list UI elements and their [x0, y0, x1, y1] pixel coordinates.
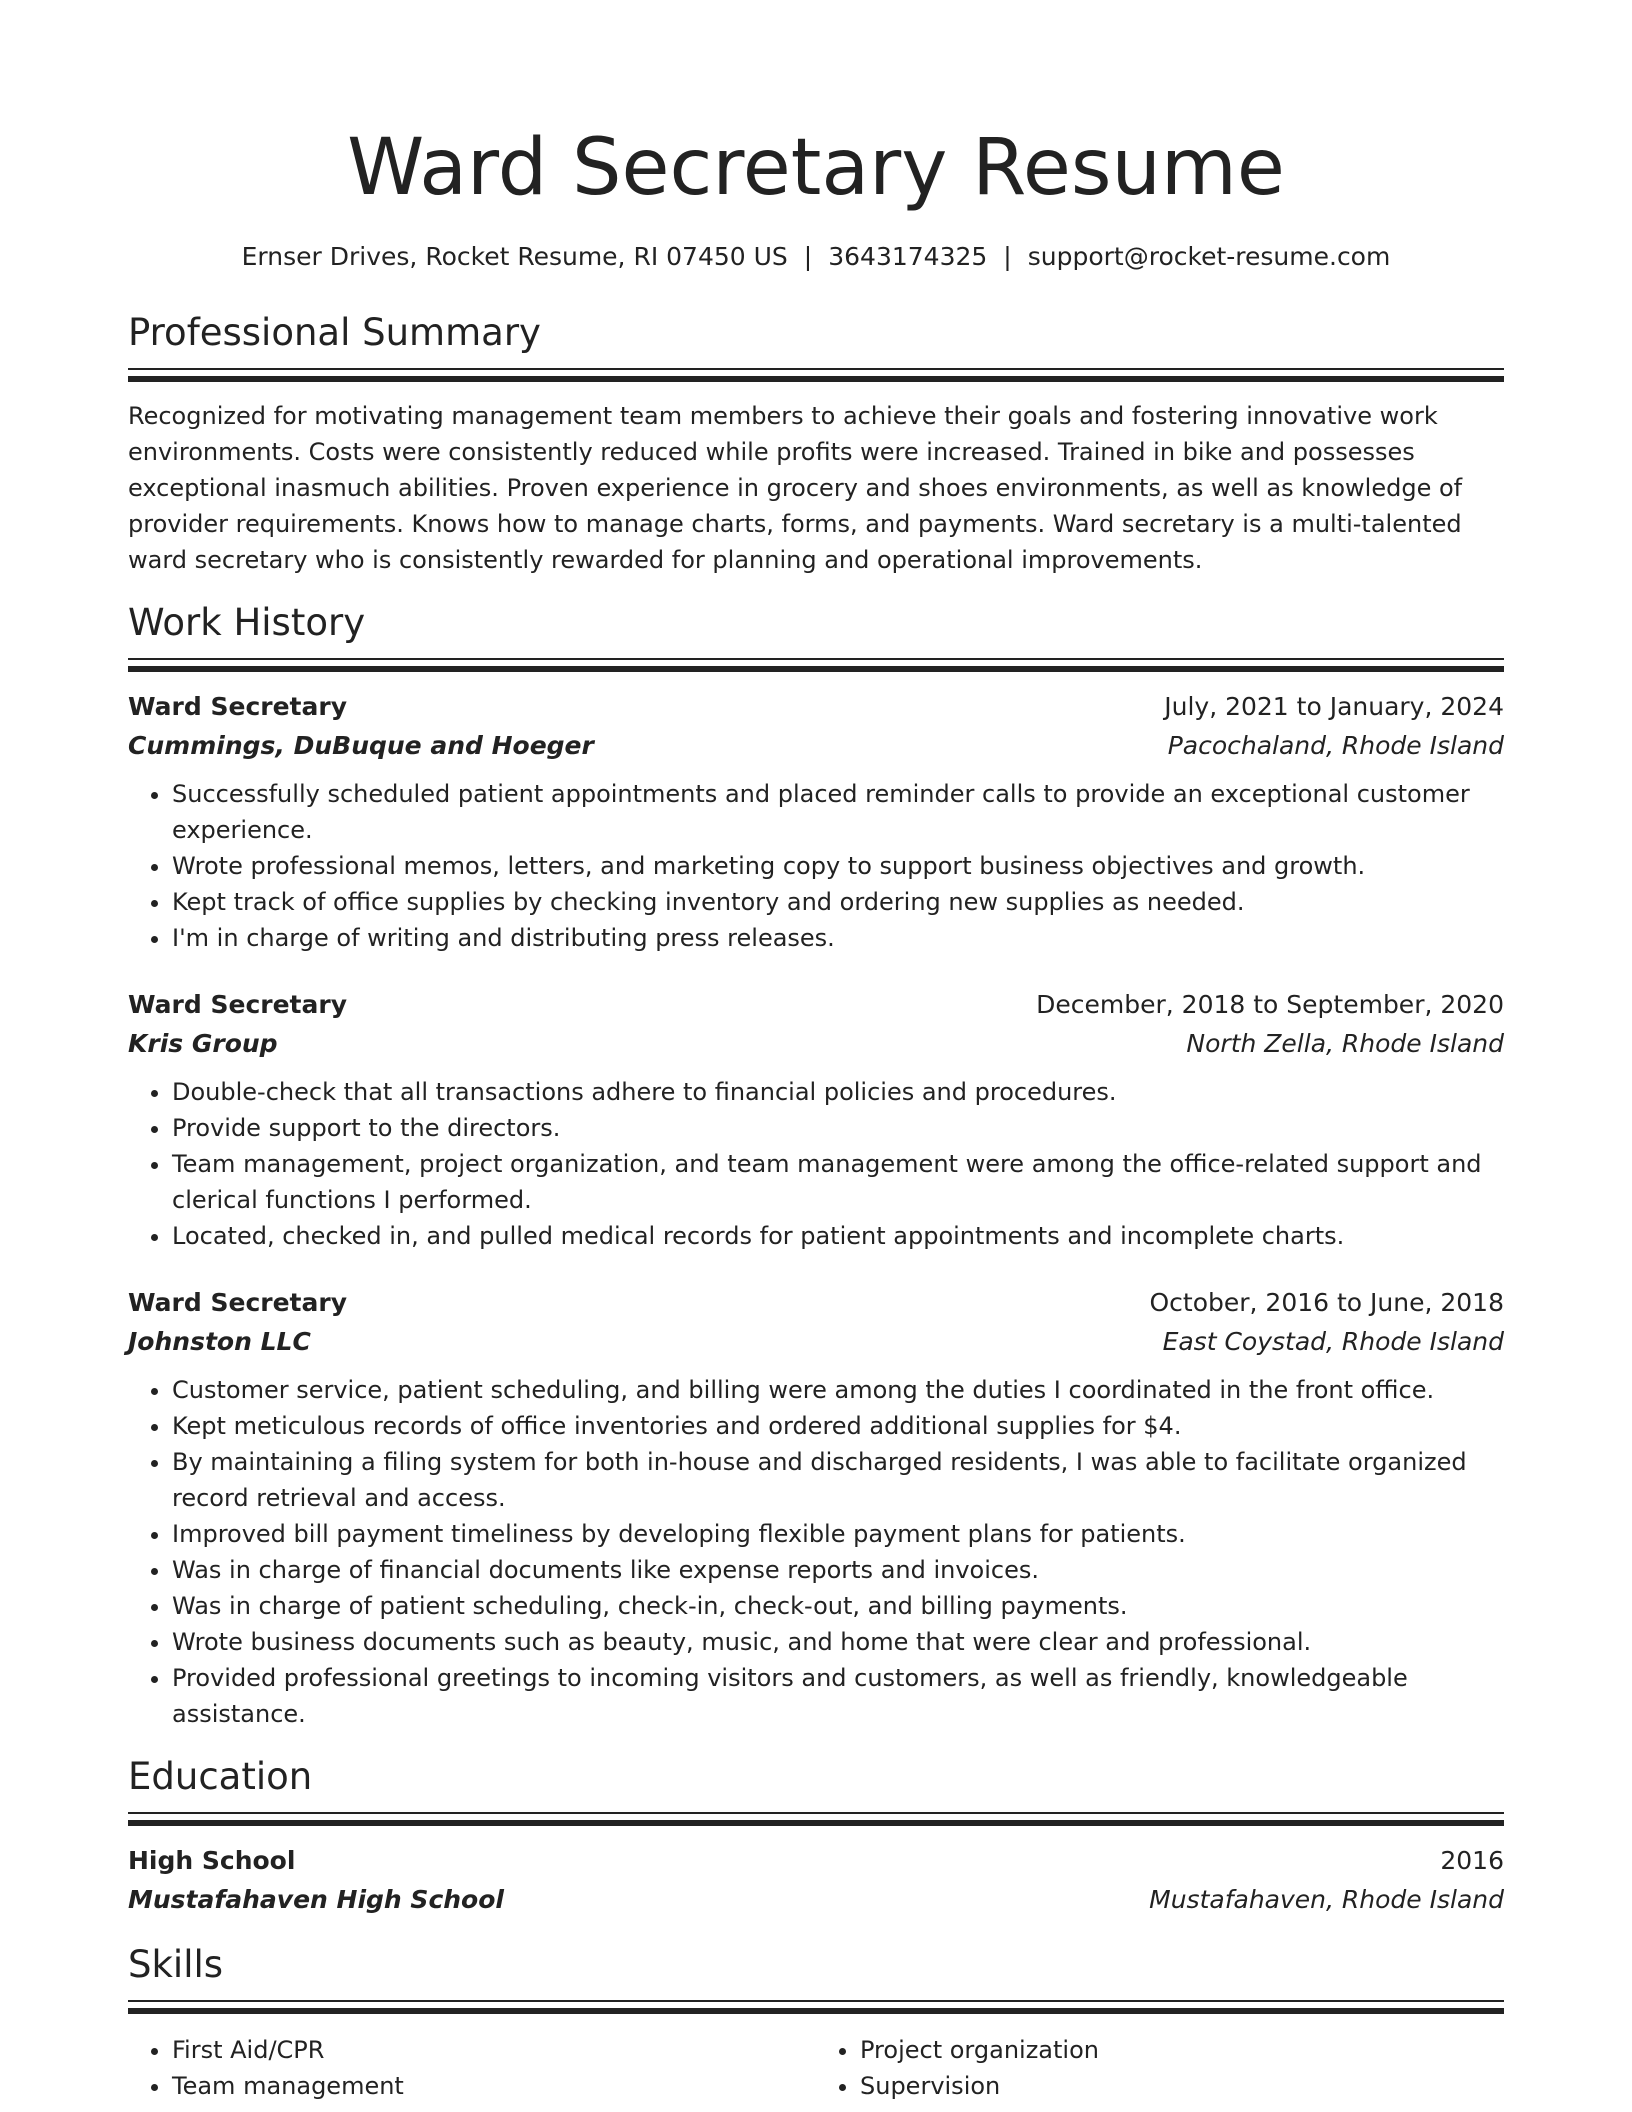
job-title: Ward Secretary — [128, 990, 347, 1019]
contact-phone: 3643174325 — [828, 242, 988, 271]
skills-section — [128, 1940, 1504, 2104]
job-entry — [128, 986, 1504, 1254]
section-divider — [128, 2000, 1504, 2008]
job-bullet: • Kept track of office supplies by checking inventory and ordering new supplies as needed. — [172, 884, 1504, 920]
skills-columns — [128, 2022, 1504, 2104]
education-year: 2016 — [1440, 1846, 1504, 1875]
skill-item: • First Aid/CPR — [172, 2032, 816, 2068]
job-bullet: • Team management, project organization, and team management were among the office-related support and clerical functions I performed. — [172, 1146, 1504, 1218]
job-title: Ward Secretary — [128, 1288, 347, 1317]
job-bullet: • Wrote business documents such as beauty, music, and home that were clear and professional. — [172, 1624, 1504, 1660]
skill-item: • Team management — [172, 2068, 816, 2104]
section-title-skills: Skills — [128, 1943, 224, 1986]
job-bullets — [128, 1074, 1504, 1254]
job-bullet: • Provided professional greetings to incoming visitors and customers, as well as friendly, knowledgeable assistance. — [172, 1660, 1504, 1732]
job-company: Johnston LLC — [128, 1327, 311, 1356]
job-bullet: • Double-check that all transactions adhere to financial policies and procedures. — [172, 1074, 1504, 1110]
section-title-education: Education — [128, 1755, 313, 1798]
job-dates: December, 2018 to September, 2020 — [1036, 990, 1504, 1019]
section-divider — [128, 658, 1504, 666]
job-company: Cummings, DuBuque and Hoeger — [128, 731, 594, 760]
contact-separator: | — [803, 242, 813, 271]
contact-email: support@rocket-resume.com — [1027, 242, 1391, 271]
job-entry — [128, 688, 1504, 956]
job-bullet: • By maintaining a filing system for both in-house and discharged residents, I was able to facilitate organized record retrieval and access. — [172, 1444, 1504, 1516]
job-bullet: • Successfully scheduled patient appointments and placed reminder calls to provide an exceptional customer experience. — [172, 776, 1504, 848]
job-bullet: • Customer service, patient scheduling, and billing were among the duties I coordinated in the front office. — [172, 1372, 1504, 1408]
resume-page — [128, 0, 1504, 2104]
job-company: Kris Group — [128, 1029, 278, 1058]
contact-line — [128, 240, 1504, 274]
skills-list-left — [128, 2032, 816, 2104]
education-school: Mustafahaven High School — [128, 1885, 504, 1914]
summary-section — [128, 308, 1504, 578]
job-title: Ward Secretary — [128, 692, 347, 721]
job-location: Pacochaland, Rhode Island — [1167, 731, 1504, 760]
job-dates: July, 2021 to January, 2024 — [1164, 692, 1504, 721]
skills-list-right — [816, 2032, 1504, 2104]
job-bullet: • Provide support to the directors. — [172, 1110, 1504, 1146]
job-entry — [128, 1284, 1504, 1732]
section-title-work-history: Work History — [128, 601, 366, 644]
skill-item: • Supervision — [860, 2068, 1504, 2104]
job-bullet: • I'm in charge of writing and distributing press releases. — [172, 920, 1504, 956]
education-degree: High School — [128, 1846, 296, 1875]
education-entry — [128, 1842, 1504, 1920]
education-section — [128, 1752, 1504, 1920]
contact-address: Ernser Drives, Rocket Resume, RI 07450 US — [241, 242, 788, 271]
skill-item: • Project organization — [860, 2032, 1504, 2068]
summary-text: Recognized for motivating management team members to achieve their goals and fostering innovative work environments. Costs were consistently reduced while profits were increased. Trained in bike and possesses exceptional inasmuch abilities. Proven experience in grocery and shoes environments, as well as knowledge of provider requirements. Knows how to manage charts, forms, and payments. Ward secretary is a multi-talented ward secretary who is consistently rewarded for planning and operational improvements. — [128, 402, 1463, 574]
job-bullets — [128, 776, 1504, 956]
job-dates: October, 2016 to June, 2018 — [1149, 1288, 1504, 1317]
section-divider — [128, 1812, 1504, 1820]
job-bullet: • Was in charge of financial documents like expense reports and invoices. — [172, 1552, 1504, 1588]
job-bullet: • Kept meticulous records of office inventories and ordered additional supplies for $4. — [172, 1408, 1504, 1444]
work-history-section — [128, 598, 1504, 1732]
job-bullet: • Wrote professional memos, letters, and marketing copy to support business objectives and growth. — [172, 848, 1504, 884]
contact-separator: | — [1003, 242, 1012, 271]
job-bullet: • Located, checked in, and pulled medical records for patient appointments and incomplete charts. — [172, 1218, 1504, 1254]
section-title-summary: Professional Summary — [128, 311, 541, 354]
education-location: Mustafahaven, Rhode Island — [1149, 1885, 1504, 1914]
section-divider — [128, 368, 1504, 376]
resume-title: Ward Secretary Resume — [347, 123, 1285, 213]
job-bullets — [128, 1372, 1504, 1732]
job-location: East Coystad, Rhode Island — [1162, 1327, 1504, 1356]
job-location: North Zella, Rhode Island — [1186, 1029, 1504, 1058]
job-bullet: • Was in charge of patient scheduling, check-in, check-out, and billing payments. — [172, 1588, 1504, 1624]
job-bullet: • Improved bill payment timeliness by developing flexible payment plans for patients. — [172, 1516, 1504, 1552]
